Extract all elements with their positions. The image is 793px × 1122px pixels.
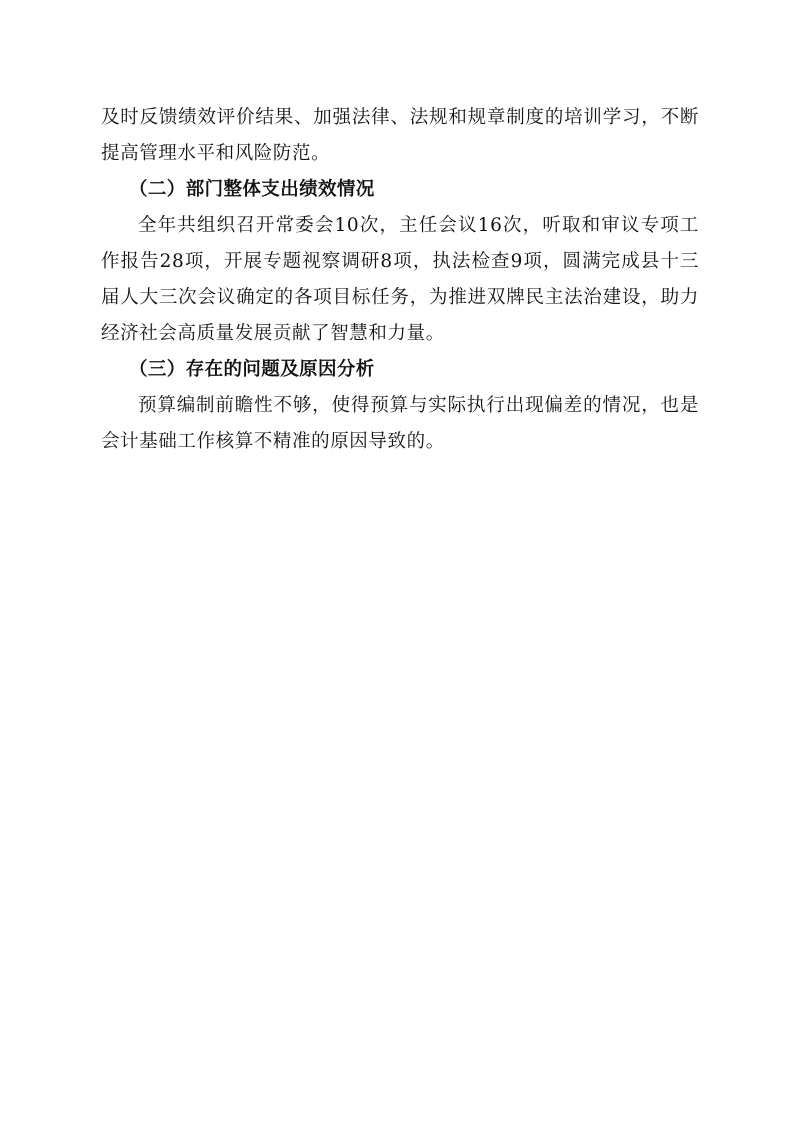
section-3-paragraph: 预算编制前瞻性不够，使得预算与实际执行出现偏差的情况，也是会计基础工作核算不精准的原因导致的。 [101, 395, 699, 452]
section-2-paragraph: 全年共组织召开常委会10次，主任会议16次，听取和审议专项工作报告28项，开展专题视察调研8项，执法检查9项，圆满完成县十三届人大三次会议确定的各项目标任务，为推进双牌民主法治建设，助力经济社会高质量发展贡献了智慧和力量。 [101, 215, 699, 344]
section-2-heading: （二）部门整体支出绩效情况 [129, 179, 375, 200]
document-body [101, 100, 699, 460]
continuation-paragraph: 及时反馈绩效评价结果、加强法律、法规和规章制度的培训学习，不断提高管理水平和风险防范。 [101, 107, 699, 164]
section-3-heading: （三）存在的问题及原因分析 [129, 359, 375, 380]
